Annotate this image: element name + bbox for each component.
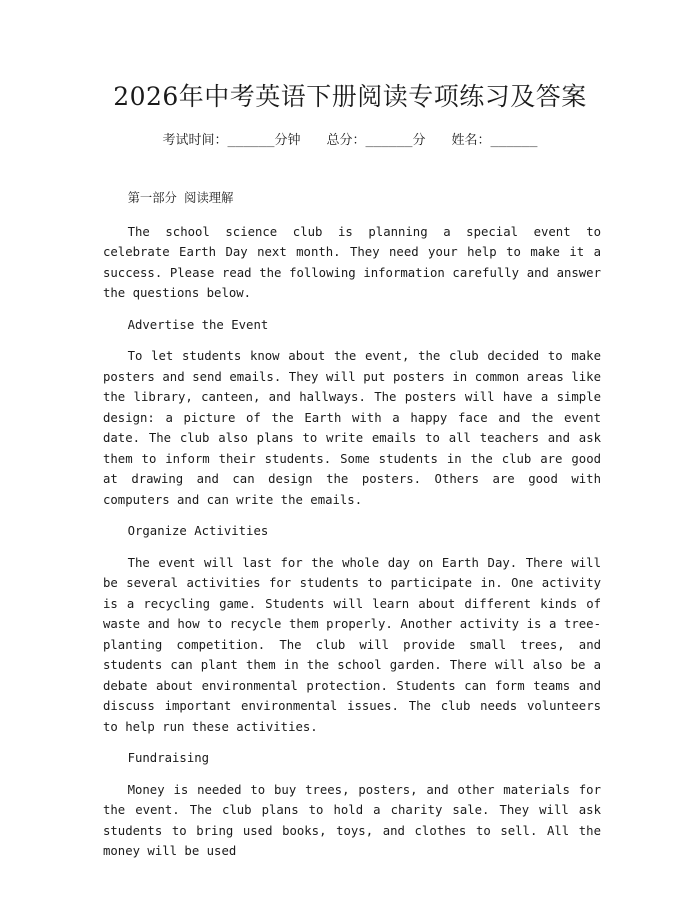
section-heading-advertise: Advertise the Event <box>127 317 269 332</box>
total-score-field: 总分：______分 <box>326 133 426 148</box>
exam-time-field: 考试时间：______分钟 <box>162 133 301 148</box>
reading-passage <box>103 188 601 873</box>
student-name-field: 姓名：______ <box>451 133 538 148</box>
page-title: 2026年中考英语下册阅读专项练习及答案 <box>113 82 587 111</box>
exam-info-line <box>0 131 700 151</box>
section-paragraph-fundraising: Money is needed to buy trees, posters, and other materials for the event. The club plans to hold a charity sale. They will ask students to bring used books, toys, and clothes to sell. All the money will be used <box>103 782 601 858</box>
intro-paragraph: The school science club is planning a special event to celebrate Earth Day next month. They need your help to make it a success. Please read the following information carefully and answer the questions below. <box>103 224 601 300</box>
section-paragraph-advertise: To let students know about the event, the club decided to make posters and send emails. They will put posters in common areas like the library, canteen, and hallways. The posters will have a simple design: a picture of the Earth with a happy face and the event date. The club also plans to write emails to all teachers and ask them to inform their students. Some students in the club are good at drawing and can design the posters. Others are good with computers and can write the emails. <box>103 349 601 507</box>
section-paragraph-activities: The event will last for the whole day on Earth Day. There will be several activities for students to participate in. One activity is a recycling game. Students will learn about different kinds of waste and how to recycle them properly. Another activity is a tree-planting competition. The club will provide small trees, and students can plant them in the school garden. There will also be a debate about environmental protection. Students can form teams and discuss important environmental issues. The club needs volunteers to help run these activities. <box>103 555 601 734</box>
section-heading-activities: Organize Activities <box>127 524 269 538</box>
section-heading-fundraising: Fundraising <box>127 751 210 765</box>
part-heading: 第一部分 阅读理解 <box>127 191 234 205</box>
